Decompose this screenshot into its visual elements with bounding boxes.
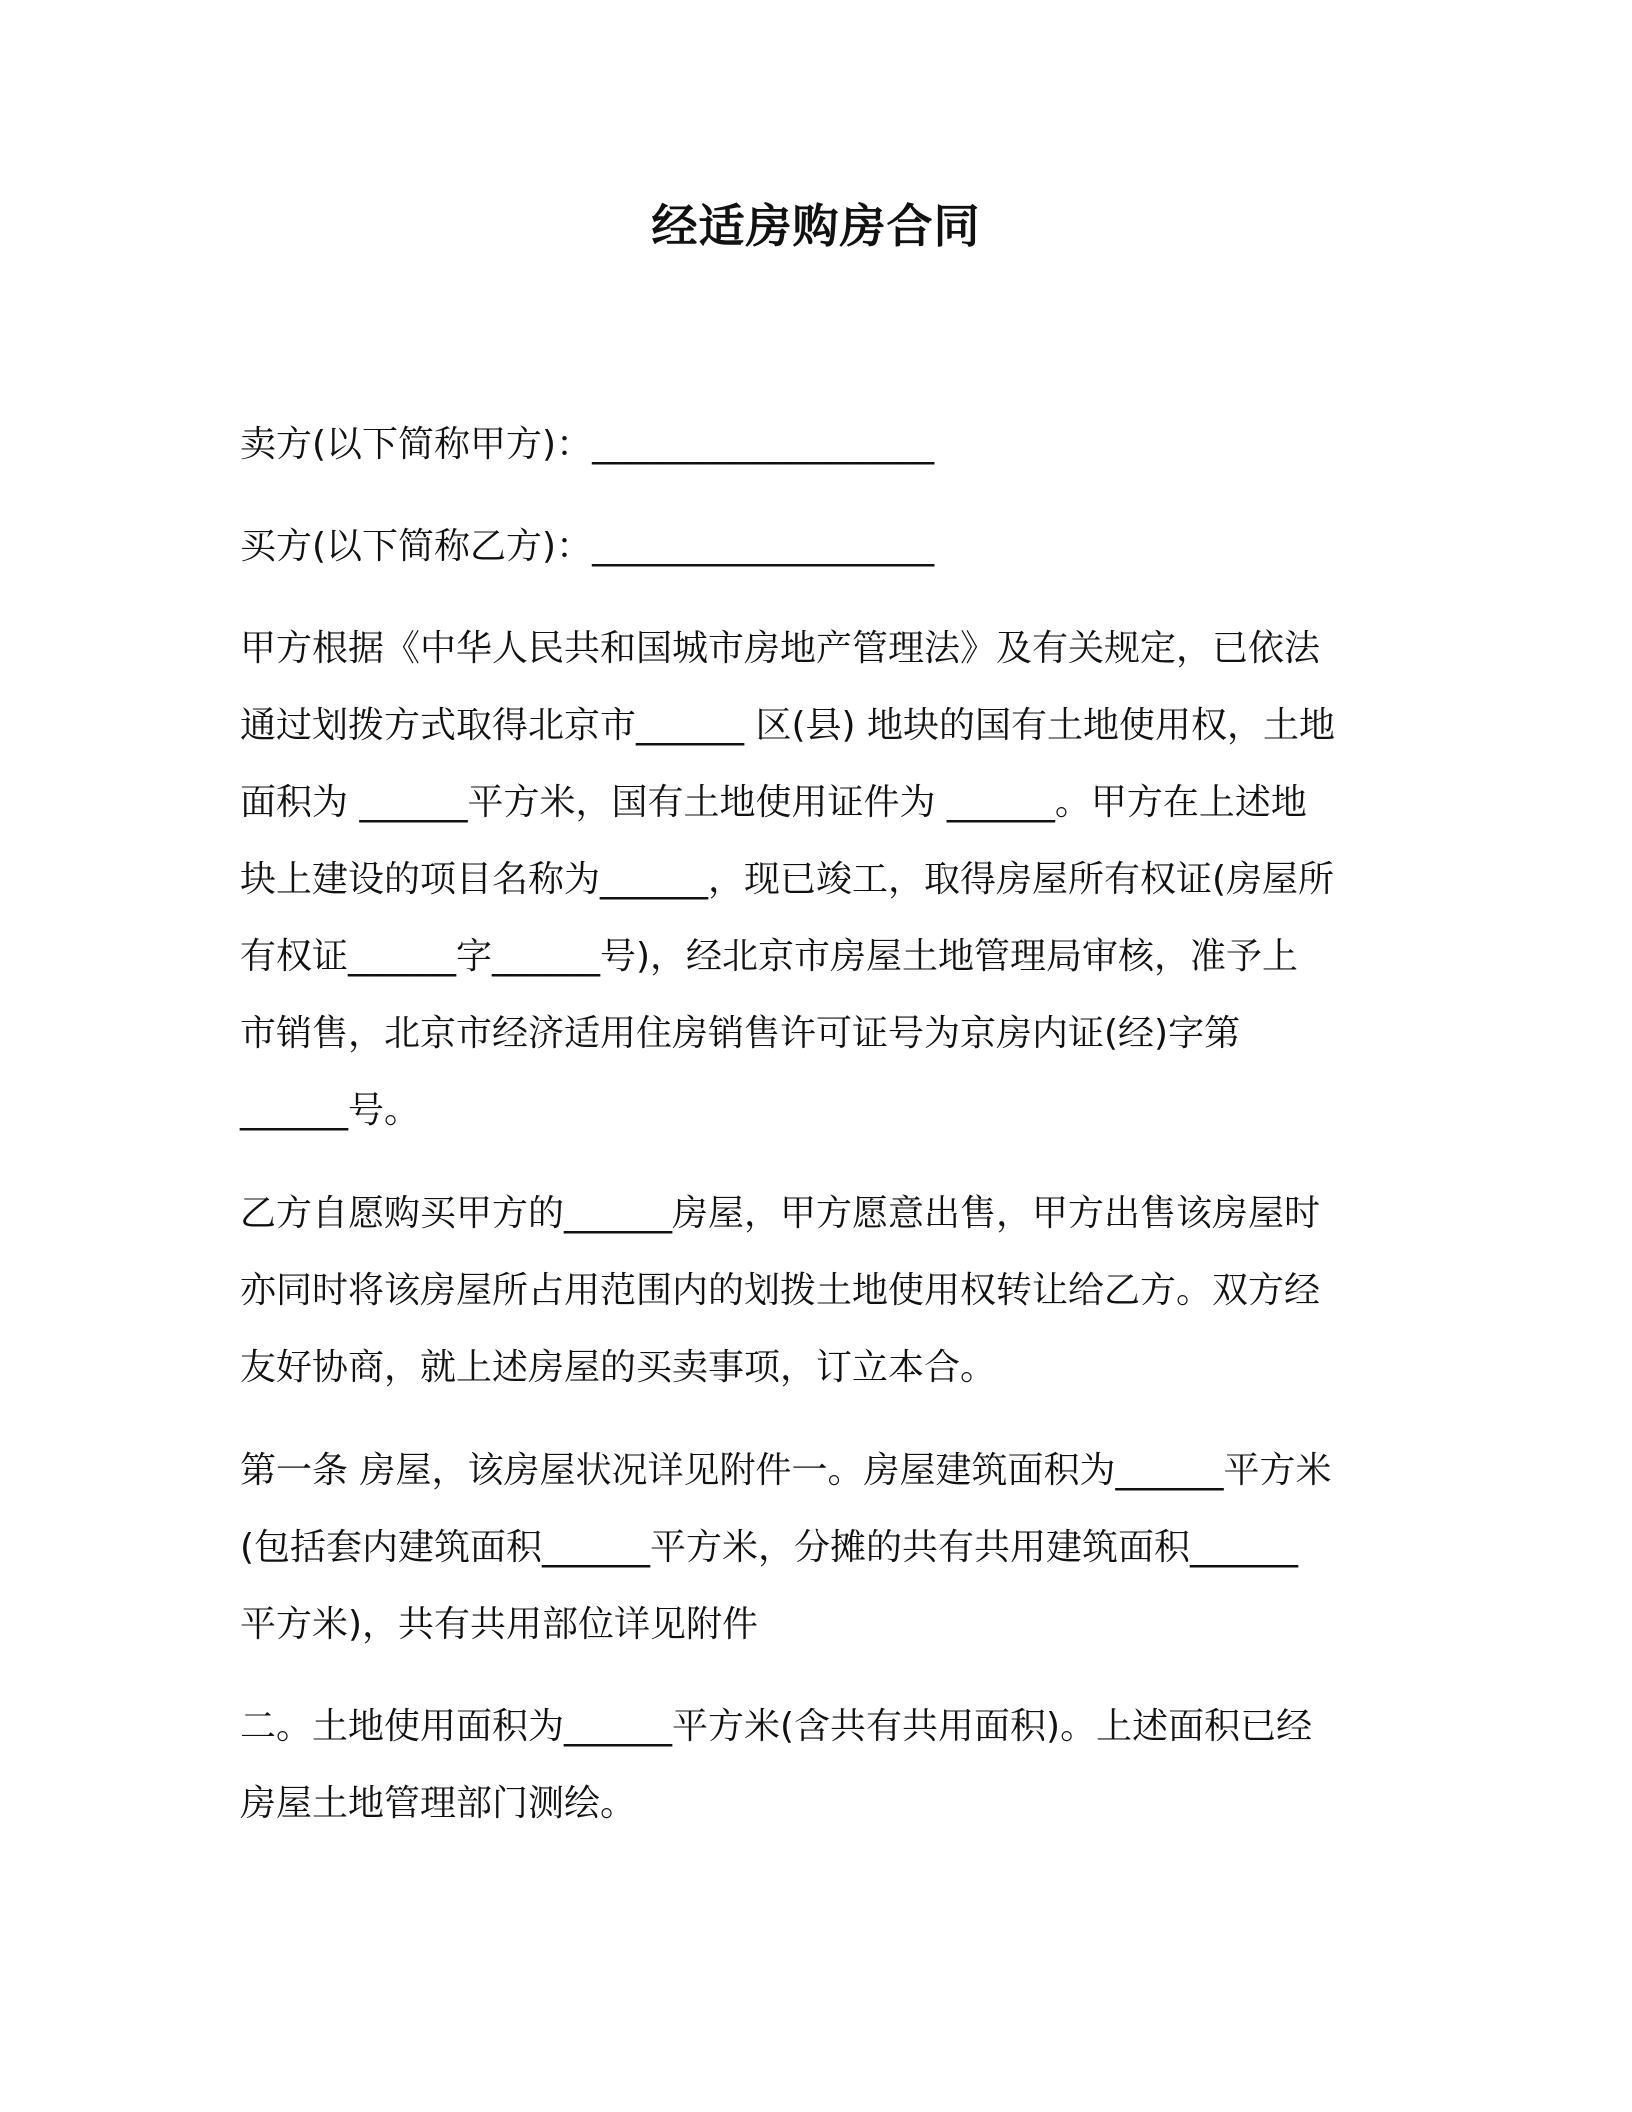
paragraph-line: 房屋土地管理部门测绘。 bbox=[240, 1783, 637, 1824]
paragraph-line: 平方米)，共有共用部位详见附件 bbox=[240, 1604, 759, 1645]
paragraph-line: ______号。 bbox=[240, 1090, 421, 1131]
paragraph-line: 块上建设的项目名称为______，现已竣工，取得房屋所有权证(房屋所 bbox=[240, 859, 1335, 900]
paragraph-article-one bbox=[240, 1432, 1400, 1663]
seller-line: 卖方(以下简称甲方)：___________________ bbox=[240, 424, 935, 465]
paragraph-line: 有权证______字______号)，经北京市房屋土地管理局审核，准予上 bbox=[240, 936, 1299, 977]
paragraph-land-area bbox=[240, 1688, 1400, 1842]
buyer-line: 买方(以下简称乙方)：___________________ bbox=[240, 526, 935, 567]
paragraph-purchase-agreement bbox=[240, 1175, 1400, 1406]
paragraph-line: 甲方根据《中华人民共和国城市房地产管理法》及有关规定，已依法 bbox=[240, 628, 1321, 669]
paragraph-line: 市销售，北京市经济适用住房销售许可证号为京房内证(经)字第 bbox=[240, 1013, 1241, 1054]
paragraph-line: 亦同时将该房屋所占用范围内的划拨土地使用权转让给乙方。双方经 bbox=[240, 1270, 1321, 1311]
document-title: 经适房购房合同 bbox=[651, 199, 981, 253]
paragraph-line: 友好协商，就上述房屋的买卖事项，订立本合。 bbox=[240, 1347, 997, 1388]
paragraph-line: 乙方自愿购买甲方的______房屋，甲方愿意出售，甲方出售该房屋时 bbox=[240, 1193, 1321, 1234]
paragraph-line: 面积为 ______平方米，国有土地使用证件为 ______。甲方在上述地 bbox=[240, 782, 1307, 823]
paragraph-line: (包括套内建筑面积______平方米，分摊的共有共用建筑面积______ bbox=[240, 1527, 1299, 1568]
paragraph-line: 二。土地使用面积为______平方米(含共有共用面积)。上述面积已经 bbox=[240, 1706, 1313, 1747]
paragraph-land-use-rights bbox=[240, 610, 1400, 1149]
paragraph-line: 通过划拨方式取得北京市______ 区(县) 地块的国有土地使用权，土地 bbox=[240, 705, 1335, 746]
paragraph-line: 第一条 房屋，该房屋状况详见附件一。房屋建筑面积为______平方米 bbox=[240, 1450, 1332, 1491]
